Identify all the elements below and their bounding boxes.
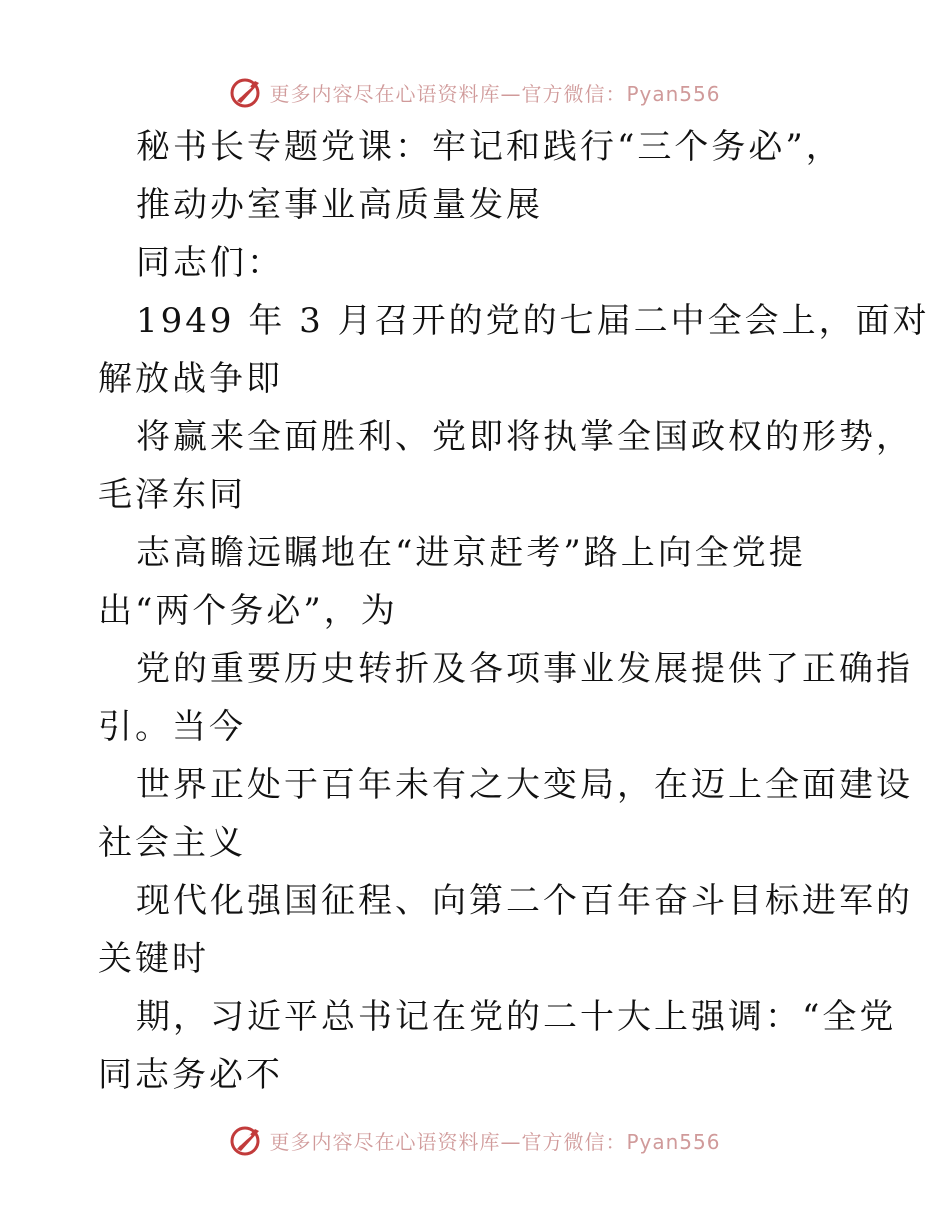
paragraph-line: 社会主义 [98,823,246,863]
footer-watermark [229,1123,720,1157]
quill-logo-icon [229,1123,263,1157]
title-line-1: 秘书长专题党课：牢记和践行“三个务必”， [136,127,843,167]
header-watermark [229,75,720,109]
paragraph-line: 世界正处于百年未有之大变局，在迈上全面建设 [136,765,913,805]
paragraph-line: 期，习近平总书记在党的二十大上强调：“全党 [136,997,897,1037]
title-line-2: 推动办室事业高质量发展 [136,185,543,225]
paragraph-line: 将赢来全面胜利、党即将执掌全国政权的形势， [136,417,913,457]
paragraph-line: 解放战争即 [98,359,283,399]
document-body [0,118,950,1104]
paragraph-line: 1949 年 3 月召开的党的七届二中全会上，面对 [136,301,930,341]
paragraph-line: 引。当今 [98,707,246,747]
header-watermark-text: 更多内容尽在心语资料库—官方微信：Pyan556 [269,81,721,106]
footer-watermark-banner [0,1120,950,1160]
paragraph-line: 现代化强国征程、向第二个百年奋斗目标进军的 [136,881,913,921]
paragraph-line: 毛泽东同 [98,475,246,515]
paragraph-line: 关键时 [98,939,209,979]
salutation: 同志们： [136,243,284,283]
paragraph-line: 同志务必不 [98,1055,283,1095]
paragraph-line: 志高瞻远瞩地在“进京赶考”路上向全党提 [136,533,806,573]
footer-watermark-text: 更多内容尽在心语资料库—官方微信：Pyan556 [269,1129,721,1154]
paragraph-line: 出“两个务必”，为 [98,591,398,631]
quill-logo-icon [229,75,263,109]
header-watermark-banner [0,72,950,112]
paragraph-line: 党的重要历史转折及各项事业发展提供了正确指 [136,649,913,689]
